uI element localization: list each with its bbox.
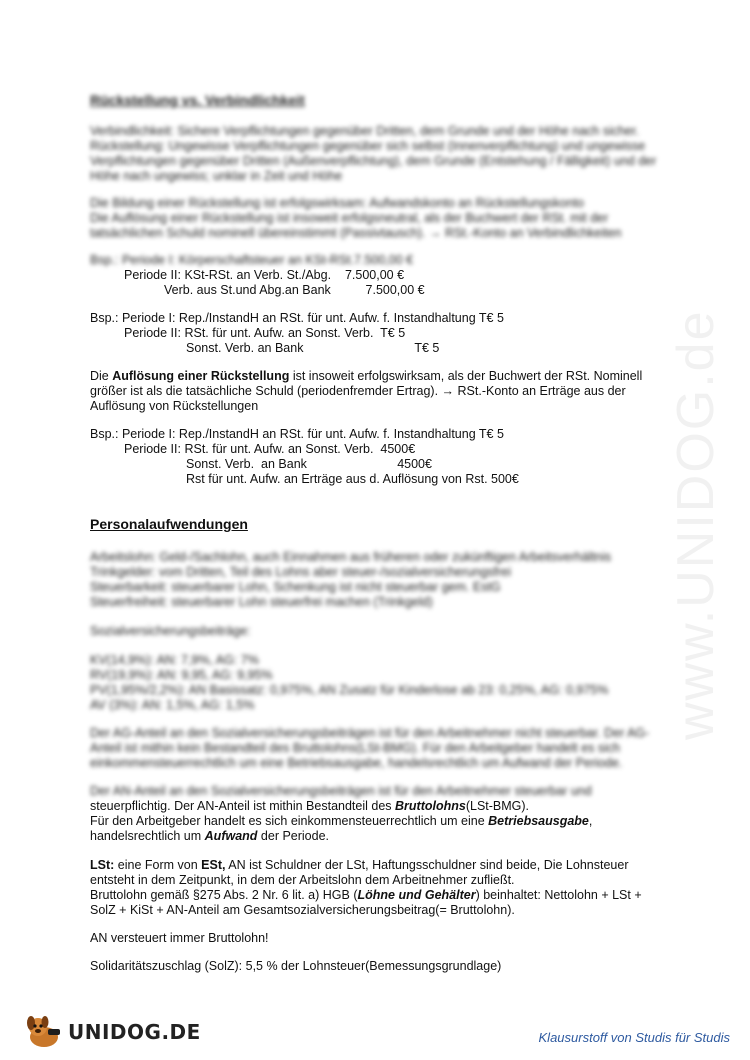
- blurred-text-line: tatsächlichen Schuld nominell übereinstimmt (Passivtausch). → RSt.-Konto an Verbindlichkeiten: [90, 226, 622, 240]
- an-anteil-rest: der Periode.: [257, 829, 330, 843]
- blurred-text-line: Anteil ist mithin kein Bestandteil des Bruttolohns(LSt-BMG). Für den Arbeitgeber handelt es sich: [90, 741, 621, 755]
- an-anteil-rest: ,: [588, 814, 593, 828]
- an-anteil-line2: [90, 814, 592, 829]
- lst-line3: [90, 888, 642, 903]
- example3-line2: Periode II: RSt. für unt. Aufw. an Sonst. Verb. 4500€: [124, 442, 416, 456]
- example1-line3: Verb. aus St.und Abg.an Bank 7.500,00 €: [164, 283, 425, 297]
- lst-text: Bruttolohn gemäß §275 Abs. 2 Nr. 6 lit. a) HGB (: [90, 888, 358, 902]
- aufloesung-paragraph-line1: [90, 369, 642, 384]
- blurred-text-line: Bsp.: Periode I: Körperschaftsteuer an KSt-RSt.7.500,00 €: [90, 253, 414, 267]
- watermark-text: www.UNIDOG.de: [667, 309, 725, 740]
- aufloesung-paragraph-line3: Auflösung von Rückstellungen: [90, 399, 259, 413]
- example2-line3: Sonst. Verb. an Bank T€ 5: [186, 341, 440, 355]
- lst-bold: LSt:: [90, 858, 115, 872]
- blurred-text-line: Höhe nach ungewiss; unklar in Zeit und Höhe: [90, 169, 343, 183]
- blurred-text-line: Der AN-Anteil an den Sozialversicherungsbeiträgen ist für den Arbeitnehmer steuerbar und: [90, 784, 592, 798]
- blurred-text-line: AV (3%): AN: 1,5%, AG: 1,5%: [90, 698, 255, 712]
- example2-line1: Bsp.: Periode I: Rep./InstandH an RSt. für unt. Aufw. f. Instandhaltung T€ 5: [90, 311, 504, 325]
- blurred-text-line: Verpflichtungen gegenüber Dritten (Außenverpflichtung), dem Grunde (Entstehung / Fälligkeit) und der: [90, 154, 657, 168]
- lst-text: eine Form von: [114, 858, 202, 872]
- an-anteil-text: steuerpflichtig. Der AN-Anteil ist mithin Bestandteil des: [90, 799, 395, 813]
- an-anteil-line3: [90, 829, 329, 844]
- an-anteil-text: handelsrechtlich um: [90, 829, 205, 843]
- lst-bold: ESt,: [201, 858, 226, 872]
- an-anteil-text: Für den Arbeitgeber handelt es sich einkommensteuerrechtlich um eine: [90, 814, 489, 828]
- an-anteil-bold: Bruttolohns: [395, 799, 466, 813]
- footer-brand-logo: [22, 1015, 201, 1049]
- example1-line2: Periode II: KSt-RSt. an Verb. St./Abg. 7.500,00 €: [124, 268, 405, 282]
- brand-name: UNIDOG.DE: [68, 1020, 201, 1044]
- an-versteuert-line: AN versteuert immer Bruttolohn!: [90, 931, 269, 945]
- aufloesung-paragraph-line2: größer ist als die tatsächliche Schuld (periodenfremder Ertrag). → RSt.-Konto an Erträge aus der: [90, 384, 626, 398]
- aufloesung-bold: Auflösung einer Rückstellung: [112, 369, 290, 383]
- lst-text: AN ist Schuldner der LSt, Haftungsschuldner sind beide, Die Lohnsteuer: [225, 858, 629, 872]
- blurred-text-line: Steuerfreiheit: steuerbarer Lohn steuerfrei machen (Trinkgeld): [90, 595, 433, 609]
- blurred-text-line: KV(14,9%): AN: 7,9%, AG: 7%: [90, 653, 259, 667]
- aufloesung-rest: ist insoweit erfolgswirksam, als der Buchwert der RSt. Nominell: [289, 369, 643, 383]
- blurred-text-line: einkommensteuerrechtlich um eine Betriebsausgabe, handelsrechtlich um Aufwand der Periode.: [90, 756, 623, 770]
- footer-slogan: Klausurstoff von Studis für Studis: [538, 1030, 730, 1045]
- blurred-text-line: Trinkgelder: vom Dritten, Teil des Lohns aber steuer-/sozialversicherungsfrei: [90, 565, 512, 579]
- an-anteil-bold: Aufwand: [204, 829, 258, 843]
- blurred-text-line: PV(1,95%/2,2%): AN Basissatz: 0,975%, AN Zusatz für Kinderlose ab 23: 0,25%, AG: 0,975%: [90, 683, 609, 697]
- blurred-text-line: Steuerbarkeit: steuerbarer Lohn, Schenkung ist nicht steuerbar gem. EstG: [90, 580, 501, 594]
- example2-line2: Periode II: RSt. für unt. Aufw. an Sonst. Verb. T€ 5: [124, 326, 406, 340]
- example3-line3: Sonst. Verb. an Bank 4500€: [186, 457, 432, 471]
- aufloesung-prefix: Die: [90, 369, 113, 383]
- blurred-text-line: Rückstellung: Ungewisse Verpflichtungen gegenüber sich selbst (Innenverpflichtung) und ungewisse: [90, 139, 646, 153]
- blurred-text-line: Die Bildung einer Rückstellung ist erfolgswirksam: Aufwandskonto an Rückstellungskonto: [90, 196, 585, 210]
- dog-mascot-icon: [22, 1015, 66, 1049]
- lst-line2: entsteht in dem Zeitpunkt, in dem der Arbeitslohn dem Arbeitnehmer zufließt.: [90, 873, 515, 887]
- blurred-text-line: Sozialversicherungsbeiträge:: [90, 624, 251, 638]
- solz-line: Solidaritätszuschlag (SolZ): 5,5 % der Lohnsteuer(Bemessungsgrundlage): [90, 959, 502, 973]
- blurred-text-line: Die Auflösung einer Rückstellung ist insoweit erfolgsneutral, als der Buchwert der RSt. mit der: [90, 211, 609, 225]
- an-anteil-rest: (LSt-BMG).: [465, 799, 530, 813]
- blurred-text-line: Arbeitslohn: Geld-/Sachlohn, auch Einnahmen aus früheren oder zukünftigen Arbeitsverhältnis: [90, 550, 612, 564]
- lst-line4: SolZ + KiSt + AN-Anteil am Gesamtsozialversicherungsbeitrag(= Bruttolohn).: [90, 903, 515, 917]
- section-heading-rueckstellung: Rückstellung vs. Verbindlichkeit: [90, 92, 305, 108]
- lst-bold-italic: Löhne und Gehälter: [357, 888, 476, 902]
- lst-line1: [90, 858, 628, 873]
- blurred-text-line: RV(19,9%): AN: 9,95, AG: 9,95%: [90, 668, 273, 682]
- example3-line4: Rst für unt. Aufw. an Erträge aus d. Auflösung von Rst. 500€: [186, 472, 519, 486]
- an-anteil-bold: Betriebsausgabe: [488, 814, 589, 828]
- example3-line1: Bsp.: Periode I: Rep./InstandH an RSt. für unt. Aufw. f. Instandhaltung T€ 5: [90, 427, 504, 441]
- lst-text: ) beinhaltet: Nettolohn + LSt +: [475, 888, 642, 902]
- section-heading-personalaufwendungen: Personalaufwendungen: [90, 516, 248, 532]
- blurred-text-line: Verbindlichkeit: Sichere Verpflichtungen gegenüber Dritten, dem Grunde und der Höhe nach sicher.: [90, 124, 639, 138]
- blurred-text-line: Der AG-Anteil an den Sozialversicherungsbeiträgen ist für den Arbeitnehmer nicht steuerbar. Der AG-: [90, 726, 650, 740]
- an-anteil-line1: [90, 799, 529, 814]
